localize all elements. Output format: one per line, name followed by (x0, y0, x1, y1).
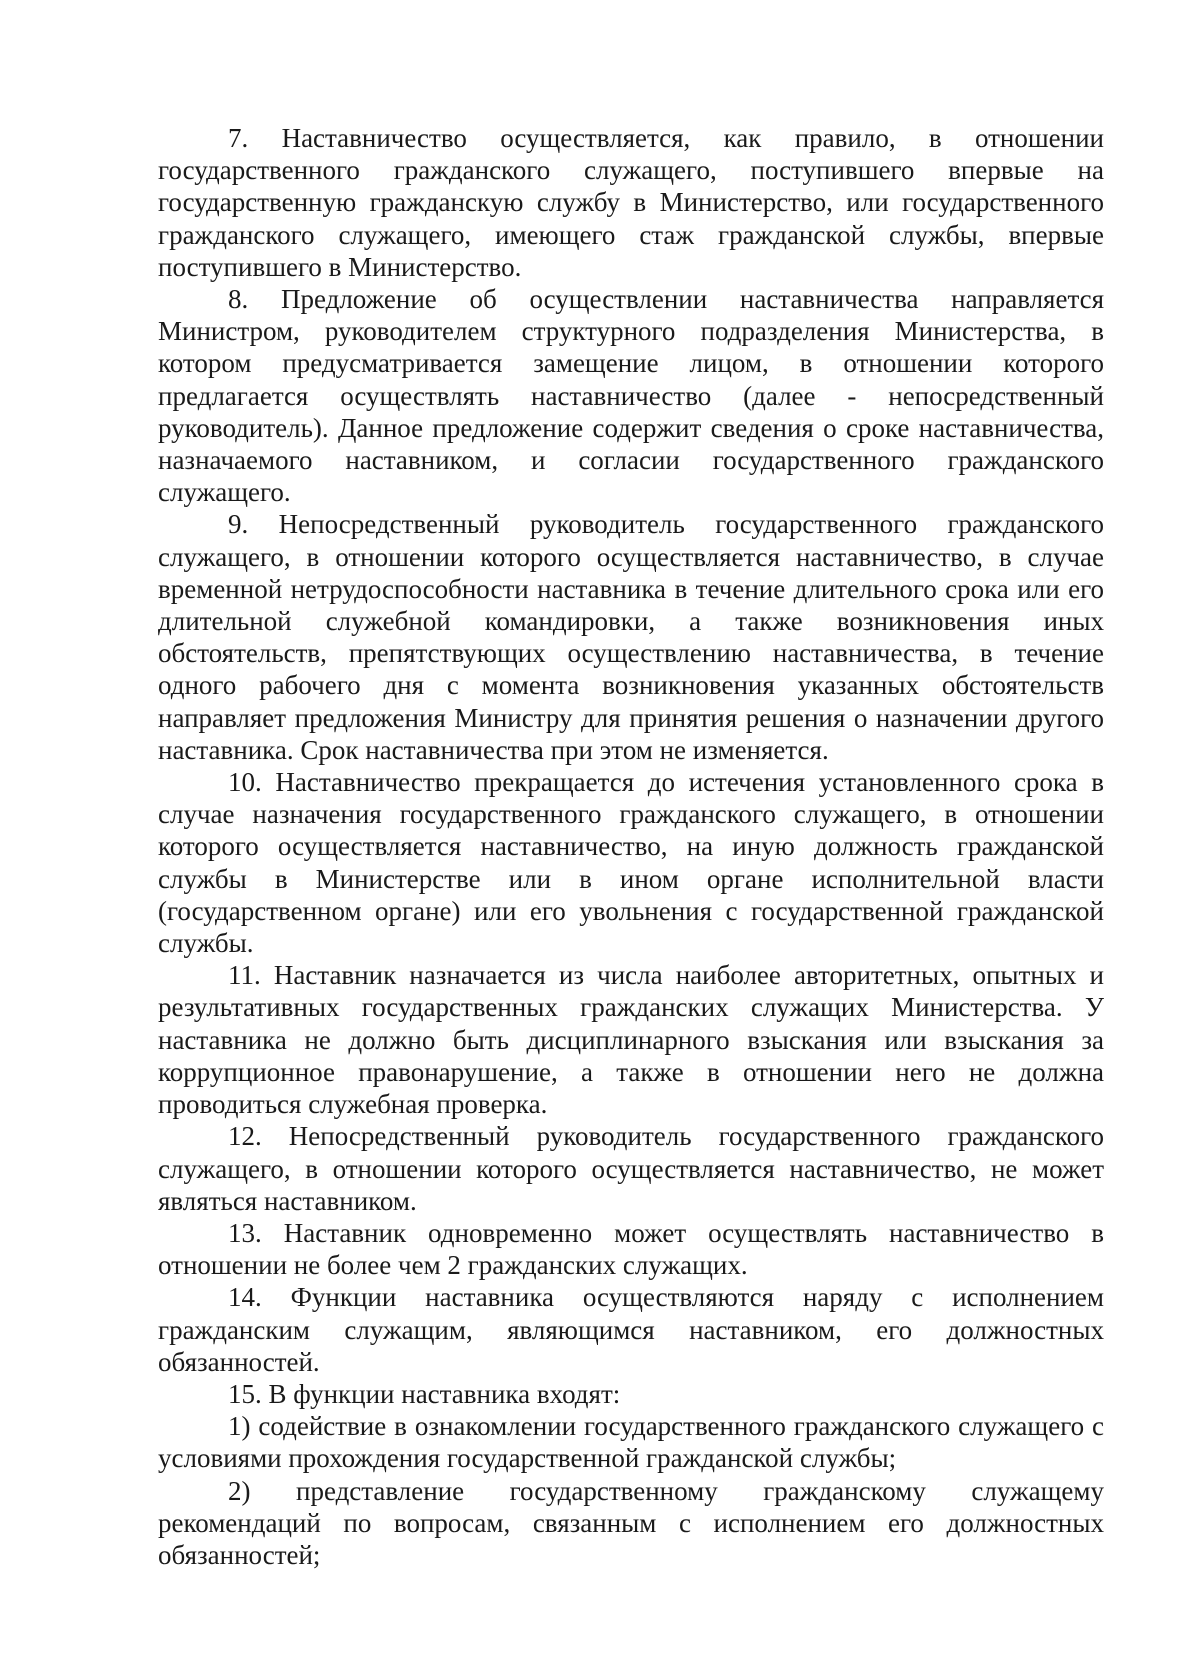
paragraph-14: 14. Функции наставника осуществляются наряду с исполнением гражданским служащим, являющимся наставником, его должностных обязанностей. (158, 1282, 1104, 1377)
list-item-15-1: 1) содействие в ознакомлении государственного гражданского служащего с условиями прохождения государственной гражданской службы; (158, 1411, 1104, 1474)
paragraph-7: 7. Наставничество осуществляется, как правило, в отношении государственного гражданского служащего, поступившего впервые на государственную гражданскую службу в Министерство, или государственного гражданского служащего, имеющего стаж гражданской службы, впервые поступившего в Министерство. (158, 123, 1104, 282)
list-item-15-2: 2) представление государственному гражданскому служащему рекомендаций по вопросам, связанным с исполнением его должностных обязанностей; (158, 1475, 1104, 1570)
document-body (158, 122, 1104, 1571)
paragraph-10: 10. Наставничество прекращается до истечения установленного срока в случае назначения государственного гражданского служащего, в отношении которого осуществляется наставничество, на иную должность гражданской службы в Министерстве или в ином органе исполнительной власти (государственном органе) или его увольнения с государственной гражданской службы. (158, 767, 1104, 959)
paragraph-9: 9. Непосредственный руководитель государственного гражданского служащего, в отношении которого осуществляется наставничество, в случае временной нетрудоспособности наставника в течение длительного срока или его длительной служебной командировки, а также возникновения иных обстоятельств, препятствующих осуществлению наставничества, в течение одного рабочего дня с момента возникновения указанных обстоятельств направляет предложения Министру для принятия решения о назначении другого наставника. Срок наставничества при этом не изменяется. (158, 509, 1104, 765)
paragraph-13: 13. Наставник одновременно может осуществлять наставничество в отношении не более чем 2 гражданских служащих. (158, 1217, 1104, 1281)
paragraph-8: 8. Предложение об осуществлении наставничества направляется Министром, руководителем структурного подразделения Министерства, в котором предусматривается замещение лицом, в отношении которого предлагается осуществлять наставничество (далее - непосредственный руководитель). Данное предложение содержит сведения о сроке наставничества, назначаемого наставником, и согласии государственного гражданского служащего. (158, 284, 1104, 508)
paragraph-12: 12. Непосредственный руководитель государственного гражданского служащего, в отношении которого осуществляется наставничество, не может являться наставником. (158, 1121, 1104, 1216)
paragraph-15: 15. В функции наставника входят: (228, 1378, 621, 1409)
paragraph-11: 11. Наставник назначается из числа наиболее авторитетных, опытных и результативных государственных гражданских служащих Министерства. У наставника не должно быть дисциплинарного взыскания или взыскания за коррупционное правонарушение, а также в отношении него не должна проводиться служебная проверка. (158, 960, 1104, 1120)
